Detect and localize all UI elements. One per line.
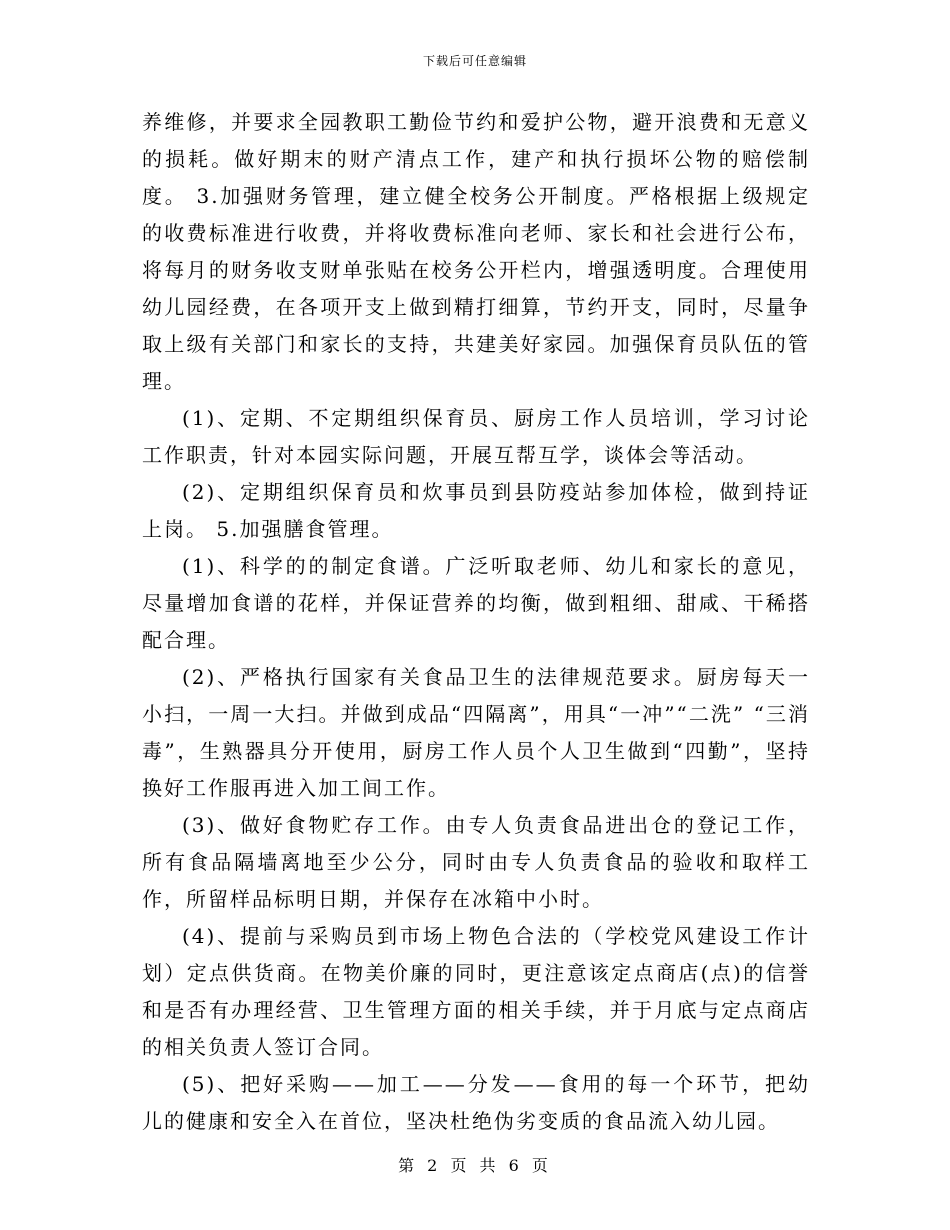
paragraph-item-5-procurement: (5)、把好采购——加工——分发——食用的每一个环节，把幼儿的健康和安全入在首位，坚决杜绝伪劣变质的食品流入幼儿园。 bbox=[142, 1072, 810, 1133]
paragraph-item-1-menu: (1)、科学的的制定食谱。广泛听取老师、幼儿和家长的意见，尽量增加食谱的花样，并保证营养的均衡，做到粗细、甜咸、干稀搭配合理。 bbox=[142, 554, 810, 652]
paragraph-item-1-training: (1)、定期、不定期组织保育员、厨房工作人员培训，学习讨论工作职责，针对本园实际问题，开展互帮互学，谈体会等活动。 bbox=[142, 406, 810, 467]
paragraph-item-4-supplier: (4)、提前与采购员到市场上物色合法的（学校党风建设工作计划）定点供货商。在物美价廉的同时，更注意该定点商店(点)的信誉和是否有办理经营、卫生管理方面的相关手续，并于月底与定点商店的相关负责人签订合同。 bbox=[142, 924, 810, 1059]
paragraph-continuation: 养维修，并要求全园教职工勤俭节约和爱护公物，避开浪费和无意义的损耗。做好期末的财产清点工作，建产和执行损坏公物的赔偿制度。 3.加强财务管理，建立健全校务公开制度。严格根据上级规定的收费标准进行收费，并将收费标准向老师、家长和社会进行公布，将每月的财务收支财单张贴在校务公开栏内，增强透明度。合理使用幼儿园经费，在各项开支上做到精打细算，节约开支，同时，尽量争取上级有关部门和家长的支持，共建美好家园。加强保育员队伍的管理。 bbox=[142, 110, 810, 393]
paragraph-item-2-health-check: (2)、定期组织保育员和炊事员到县防疫站参加体检，做到持证上岗。 5.加强膳食管理。 bbox=[142, 480, 810, 541]
paragraph-item-3-storage: (3)、做好食物贮存工作。由专人负责食品进出仓的登记工作，所有食品隔墙离地至少公分，同时由专人负责食品的验收和取样工作，所留样品标明日期，并保存在冰箱中小时。 bbox=[142, 813, 810, 911]
page-number-footer: 第 2 页 共 6 页 bbox=[398, 1156, 552, 1175]
document-body bbox=[142, 104, 810, 1140]
paragraph-item-2-hygiene: (2)、严格执行国家有关食品卫生的法律规范要求。厨房每天一小扫，一周一大扫。并做到成品“四隔离”，用具“一冲”“二洗” “三消毒”，生熟器具分开使用，厨房工作人员个人卫生做到“四勤”，坚持换好工作服再进入加工间工作。 bbox=[142, 665, 810, 800]
page-header-note: 下载后可任意编辑 bbox=[422, 54, 527, 68]
